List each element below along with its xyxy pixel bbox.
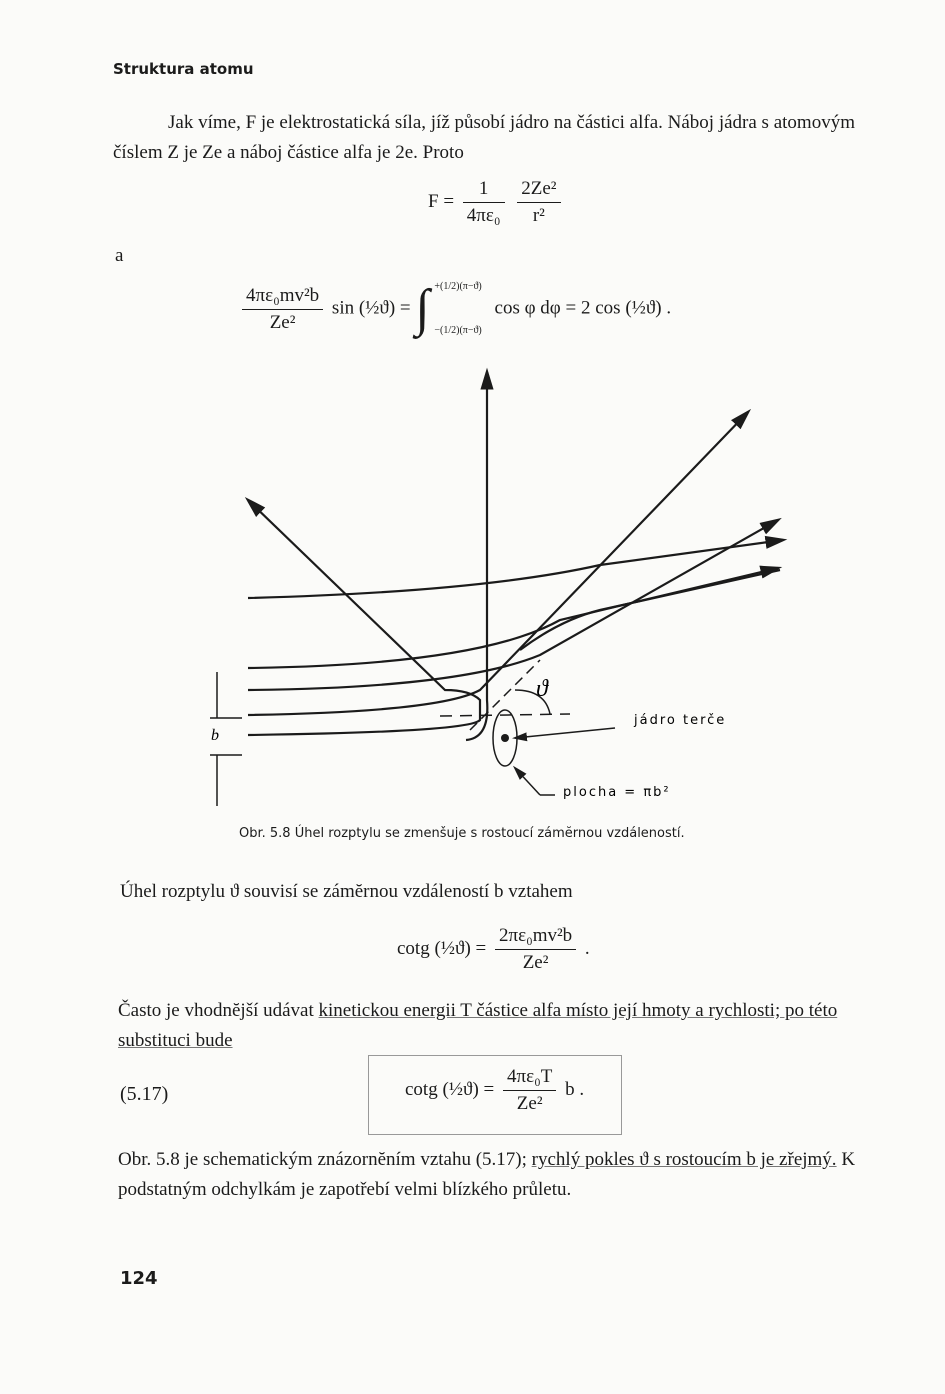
trajectory-left-deflect: [248, 500, 480, 735]
nucleus-dot: [501, 734, 509, 742]
conjunction-a: a: [115, 245, 124, 266]
paragraph-intro: Jak víme, F je elektrostatická síla, jíž působí jádro na částici alfa. Náboj jádra s atomovým číslem Z je Ze a náboj částice alfa je 2e. Proto: [113, 112, 855, 163]
page-number: 124: [120, 1268, 158, 1289]
label-area: plocha = πb²: [563, 785, 671, 800]
equation-cotg: cotg (½ϑ) = $\frac{\text{2πε₀mv²b}}{\text{Ze²}}$ .: [397, 925, 590, 973]
integral-sign-icon: ∫: [415, 280, 430, 337]
paragraph-kinetic-energy: Často je vhodnĕjší udávat kinetickou energii T částice alfa místo její hmoty a rychlosti; po této substituci bude: [118, 1000, 838, 1051]
trajectory-steep: [248, 412, 748, 715]
eq4-fraction: $\frac{\text{4πε₀T}}{\text{Ze²}}$: [503, 1066, 556, 1115]
integral-limits: +(1/2)(π−ϑ) −(1/2)(π−ϑ): [434, 281, 482, 336]
eq1-lhs: F =: [428, 190, 455, 212]
underlined-text: kinetickou energii T částice alfa místo její hmoty a rychlosti; po této substituci bude: [118, 1000, 838, 1051]
trajectory-low: [248, 568, 778, 668]
eq2-fraction: $\frac{\text{4πε₀mv²b}}{\text{Ze²}}$: [242, 285, 323, 334]
trajectory-cross: [520, 570, 780, 650]
label-theta: ϑ: [536, 676, 548, 702]
trajectory-flat: [248, 540, 783, 598]
eq1-fraction-1: $\frac{1}{\text{4πε₀}}$: [463, 178, 505, 227]
eq2-integrand: cos φ dφ = 2 cos (½ϑ) .: [494, 297, 672, 319]
underlined-text: rychlý pokles ϑ s rostoucím b je zřejmý.: [531, 1149, 837, 1170]
paragraph-conclusion: Obr. 5.8 je schematickým znázornĕním vztahu (5.17); rychlý pokles ϑ s rostoucím b je zřejmý. K podstatným odchylkám je zapotřebí velmi blízkého průletu.: [118, 1149, 856, 1200]
figure-caption: Obr. 5.8 Úhel rozptylu se zmenšuje s rostoucí zámĕrnou vzdáleností.: [239, 826, 685, 841]
label-nucleus: jádro terče: [634, 713, 727, 728]
equation-number: (5.17): [120, 1083, 169, 1105]
paragraph-scattering-angle: Úhel rozptylu ϑ souvisí se zámĕrnou vzdáleností b vztahem: [120, 881, 573, 902]
eq2-middle: sin (½ϑ) =: [331, 297, 411, 319]
boxed-equation: cotg (½ϑ) = $\frac{\text{4πε₀T}}{\text{Ze²}}$ b .: [368, 1055, 622, 1135]
eq1-fraction-2: $\frac{\text{2Ze²}}{\text{r²}}$: [517, 178, 560, 227]
label-b: b: [211, 727, 219, 744]
eq3-fraction: $\frac{\text{2πε₀mv²b}}{\text{Ze²}}$: [495, 925, 576, 974]
running-title: Struktura atomu: [113, 60, 254, 78]
